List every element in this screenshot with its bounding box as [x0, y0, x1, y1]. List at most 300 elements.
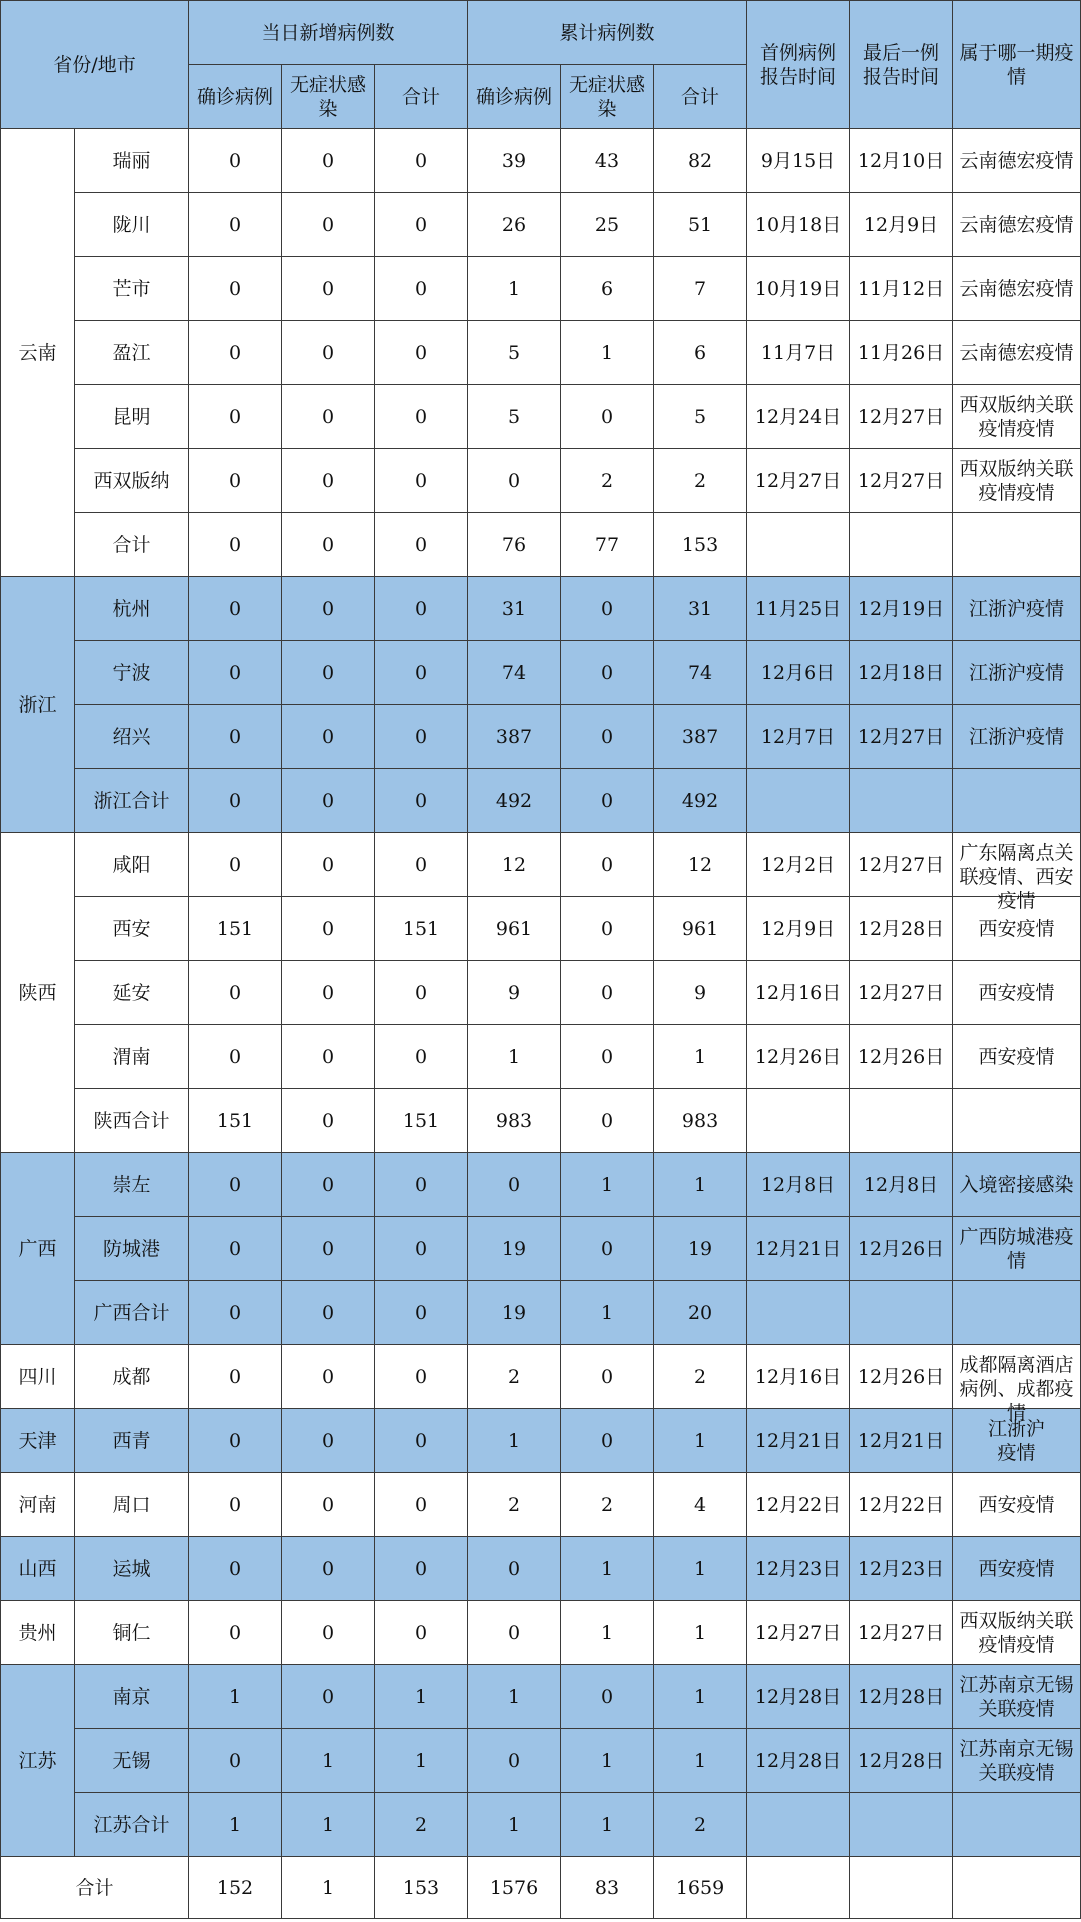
city-cell: 周口 — [75, 1473, 189, 1537]
cum-confirmed-cell: 983 — [468, 1089, 561, 1153]
city-cell: 陇川 — [75, 193, 189, 257]
outbreak-cell — [953, 1281, 1081, 1345]
cum-confirmed-cell: 76 — [468, 513, 561, 577]
header-cum-confirmed: 确诊病例 — [468, 65, 561, 129]
cum-confirmed-cell: 961 — [468, 897, 561, 961]
outbreak-label: 西安疫情 — [978, 917, 1055, 940]
province-cell: 河南 — [1, 1473, 75, 1537]
outbreak-cell — [953, 1217, 1081, 1281]
daily-confirmed-cell: 1 — [189, 1793, 282, 1857]
last-report-cell: 12月21日 — [850, 1409, 953, 1473]
daily-total-cell: 151 — [375, 1089, 468, 1153]
daily-asymptomatic-cell: 0 — [282, 577, 375, 641]
grand-total-value: 152 — [189, 1857, 282, 1919]
cum-total-cell: 153 — [654, 513, 747, 577]
daily-asymptomatic-cell: 0 — [282, 833, 375, 897]
last-report-cell: 12月27日 — [850, 705, 953, 769]
last-report-cell — [850, 1089, 953, 1153]
outbreak-cell — [953, 705, 1081, 769]
daily-asymptomatic-cell: 0 — [282, 1473, 375, 1537]
cum-confirmed-cell: 26 — [468, 193, 561, 257]
first-report-cell: 12月22日 — [747, 1473, 850, 1537]
table-row — [1, 641, 1081, 705]
daily-confirmed-cell: 0 — [189, 1473, 282, 1537]
header-daily-confirmed: 确诊病例 — [189, 65, 282, 129]
table-row — [1, 1473, 1081, 1537]
city-cell: 防城港 — [75, 1217, 189, 1281]
first-report-cell — [747, 769, 850, 833]
cum-asymptomatic-cell: 1 — [561, 1793, 654, 1857]
outbreak-cell — [953, 1793, 1081, 1857]
daily-asymptomatic-cell: 0 — [282, 705, 375, 769]
cum-total-cell: 9 — [654, 961, 747, 1025]
daily-confirmed-cell: 0 — [189, 193, 282, 257]
table-row — [1, 257, 1081, 321]
last-report-cell: 12月27日 — [850, 961, 953, 1025]
cum-confirmed-cell: 5 — [468, 385, 561, 449]
daily-confirmed-cell: 1 — [189, 1665, 282, 1729]
city-cell: 崇左 — [75, 1153, 189, 1217]
outbreak-cell — [953, 1409, 1081, 1473]
first-report-cell: 12月16日 — [747, 961, 850, 1025]
cum-total-cell: 1 — [654, 1537, 747, 1601]
cum-asymptomatic-cell: 0 — [561, 1217, 654, 1281]
city-cell: 合计 — [75, 513, 189, 577]
city-cell: 盈江 — [75, 321, 189, 385]
header-cum-asymptomatic: 无症状感 染 — [561, 65, 654, 129]
grand-total-value: 83 — [561, 1857, 654, 1919]
outbreak-label: 江浙沪疫情 — [969, 661, 1065, 684]
cum-total-cell: 1 — [654, 1601, 747, 1665]
daily-total-cell: 2 — [375, 1793, 468, 1857]
daily-total-cell: 0 — [375, 1537, 468, 1601]
cum-total-cell: 387 — [654, 705, 747, 769]
cum-total-cell: 74 — [654, 641, 747, 705]
cum-total-cell: 7 — [654, 257, 747, 321]
last-report-cell — [850, 1281, 953, 1345]
daily-confirmed-cell: 0 — [189, 577, 282, 641]
cum-asymptomatic-cell: 2 — [561, 449, 654, 513]
outbreak-cell — [953, 1729, 1081, 1793]
daily-confirmed-cell: 0 — [189, 1025, 282, 1089]
daily-asymptomatic-cell: 0 — [282, 385, 375, 449]
city-cell: 西安 — [75, 897, 189, 961]
table-row — [1, 193, 1081, 257]
cum-confirmed-cell: 31 — [468, 577, 561, 641]
last-report-cell — [850, 1793, 953, 1857]
first-report-cell: 11月25日 — [747, 577, 850, 641]
last-report-cell: 12月19日 — [850, 577, 953, 641]
cum-confirmed-cell: 74 — [468, 641, 561, 705]
outbreak-label: 西安疫情 — [978, 1045, 1055, 1068]
header-daily-asymptomatic: 无症状感 染 — [282, 65, 375, 129]
city-cell: 南京 — [75, 1665, 189, 1729]
outbreak-cell — [953, 129, 1081, 193]
city-cell: 咸阳 — [75, 833, 189, 897]
first-report-cell — [747, 1089, 850, 1153]
city-cell: 无锡 — [75, 1729, 189, 1793]
last-report-cell: 12月9日 — [850, 193, 953, 257]
daily-confirmed-cell: 0 — [189, 129, 282, 193]
outbreak-cell — [953, 1345, 1081, 1424]
city-cell: 芒市 — [75, 257, 189, 321]
cum-confirmed-cell: 19 — [468, 1217, 561, 1281]
cum-asymptomatic-cell: 0 — [561, 769, 654, 833]
daily-asymptomatic-cell: 0 — [282, 1409, 375, 1473]
province-cell: 江苏 — [1, 1665, 75, 1857]
first-report-cell: 9月15日 — [747, 129, 850, 193]
table-row — [1, 321, 1081, 385]
table-row — [1, 129, 1081, 193]
table-row — [1, 705, 1081, 769]
first-report-cell: 12月28日 — [747, 1665, 850, 1729]
grand-total-value: 153 — [375, 1857, 468, 1919]
outbreak-cell — [953, 833, 1081, 912]
daily-asymptomatic-cell: 0 — [282, 1345, 375, 1409]
cum-asymptomatic-cell: 1 — [561, 321, 654, 385]
city-cell: 广西合计 — [75, 1281, 189, 1345]
cum-total-cell: 2 — [654, 1345, 747, 1409]
city-cell: 江苏合计 — [75, 1793, 189, 1857]
daily-asymptomatic-cell: 0 — [282, 513, 375, 577]
cum-asymptomatic-cell: 0 — [561, 1089, 654, 1153]
city-cell: 成都 — [75, 1345, 189, 1409]
cum-confirmed-cell: 2 — [468, 1473, 561, 1537]
cum-confirmed-cell: 0 — [468, 1729, 561, 1793]
last-report-cell: 12月27日 — [850, 1601, 953, 1665]
daily-confirmed-cell: 0 — [189, 1601, 282, 1665]
cum-asymptomatic-cell: 1 — [561, 1153, 654, 1217]
header-daily-new: 当日新增病例数 — [189, 1, 468, 65]
cum-total-cell: 492 — [654, 769, 747, 833]
daily-confirmed-cell: 0 — [189, 1281, 282, 1345]
table-row — [1, 1729, 1081, 1793]
table-row — [1, 513, 1081, 577]
outbreak-cell — [953, 385, 1081, 449]
city-cell: 渭南 — [75, 1025, 189, 1089]
daily-total-cell: 0 — [375, 705, 468, 769]
header-first-report: 首例病例 报告时间 — [747, 1, 850, 129]
cum-asymptomatic-cell: 0 — [561, 641, 654, 705]
daily-total-cell: 0 — [375, 193, 468, 257]
outbreak-label: 西双版纳关联疫情疫情 — [959, 1609, 1074, 1656]
cum-total-cell: 20 — [654, 1281, 747, 1345]
outbreak-cell — [953, 193, 1081, 257]
last-report-cell: 12月18日 — [850, 641, 953, 705]
cum-total-cell: 12 — [654, 833, 747, 897]
first-report-cell: 12月21日 — [747, 1217, 850, 1281]
cum-total-cell: 82 — [654, 129, 747, 193]
city-cell: 西双版纳 — [75, 449, 189, 513]
cum-total-cell: 19 — [654, 1217, 747, 1281]
cum-confirmed-cell: 39 — [468, 129, 561, 193]
daily-asymptomatic-cell: 0 — [282, 769, 375, 833]
outbreak-label: 入境密接感染 — [959, 1173, 1074, 1196]
daily-confirmed-cell: 0 — [189, 513, 282, 577]
daily-confirmed-cell: 0 — [189, 1537, 282, 1601]
daily-confirmed-cell: 0 — [189, 1409, 282, 1473]
first-report-cell: 12月27日 — [747, 449, 850, 513]
province-cell: 浙江 — [1, 577, 75, 833]
cum-asymptomatic-cell: 0 — [561, 1345, 654, 1409]
cum-asymptomatic-cell: 1 — [561, 1601, 654, 1665]
daily-total-cell: 0 — [375, 577, 468, 641]
outbreak-label: 广西防城港疫情 — [959, 1225, 1074, 1272]
daily-total-cell: 0 — [375, 1281, 468, 1345]
header-last-report: 最后一例 报告时间 — [850, 1, 953, 129]
first-report-cell: 12月27日 — [747, 1601, 850, 1665]
daily-confirmed-cell: 0 — [189, 257, 282, 321]
table-row — [1, 1665, 1081, 1729]
outbreak-label: 西双版纳关联疫情疫情 — [959, 457, 1074, 504]
daily-asymptomatic-cell: 0 — [282, 897, 375, 961]
header-daily-total: 合计 — [375, 65, 468, 129]
last-report-cell: 12月26日 — [850, 1025, 953, 1089]
daily-confirmed-cell: 0 — [189, 1153, 282, 1217]
daily-confirmed-cell: 0 — [189, 833, 282, 897]
city-cell: 宁波 — [75, 641, 189, 705]
cum-confirmed-cell: 19 — [468, 1281, 561, 1345]
outbreak-label: 云南德宏疫情 — [959, 213, 1074, 236]
cum-asymptomatic-cell: 25 — [561, 193, 654, 257]
last-report-cell: 12月10日 — [850, 129, 953, 193]
daily-total-cell: 0 — [375, 1409, 468, 1473]
last-report-cell: 12月27日 — [850, 833, 953, 897]
first-report-cell: 10月19日 — [747, 257, 850, 321]
first-report-cell: 12月6日 — [747, 641, 850, 705]
outbreak-label: 云南德宏疫情 — [959, 277, 1074, 300]
outbreak-cell — [953, 1665, 1081, 1729]
daily-asymptomatic-cell: 0 — [282, 1089, 375, 1153]
last-report-cell: 11月12日 — [850, 257, 953, 321]
cum-asymptomatic-cell: 0 — [561, 833, 654, 897]
last-report-cell: 12月28日 — [850, 1665, 953, 1729]
city-cell: 西青 — [75, 1409, 189, 1473]
city-cell: 运城 — [75, 1537, 189, 1601]
outbreak-cell — [953, 449, 1081, 513]
table-row — [1, 961, 1081, 1025]
first-report-cell: 10月18日 — [747, 193, 850, 257]
daily-total-cell: 0 — [375, 1025, 468, 1089]
province-cell: 贵州 — [1, 1601, 75, 1665]
daily-total-cell: 0 — [375, 1601, 468, 1665]
daily-total-cell: 1 — [375, 1665, 468, 1729]
table-row — [1, 833, 1081, 897]
daily-total-cell: 0 — [375, 1473, 468, 1537]
outbreak-cell — [953, 1537, 1081, 1601]
city-cell: 陕西合计 — [75, 1089, 189, 1153]
outbreak-label: 西双版纳关联疫情疫情 — [959, 393, 1074, 440]
cum-confirmed-cell: 492 — [468, 769, 561, 833]
province-cell: 山西 — [1, 1537, 75, 1601]
cum-total-cell: 31 — [654, 577, 747, 641]
grand-total-first — [747, 1857, 850, 1919]
daily-asymptomatic-cell: 0 — [282, 129, 375, 193]
table-row — [1, 1537, 1081, 1601]
daily-asymptomatic-cell: 0 — [282, 193, 375, 257]
daily-confirmed-cell: 0 — [189, 961, 282, 1025]
cum-asymptomatic-cell: 0 — [561, 577, 654, 641]
cum-confirmed-cell: 0 — [468, 1153, 561, 1217]
table-row — [1, 769, 1081, 833]
daily-total-cell: 0 — [375, 833, 468, 897]
city-cell: 昆明 — [75, 385, 189, 449]
cum-total-cell: 51 — [654, 193, 747, 257]
daily-total-cell: 0 — [375, 641, 468, 705]
daily-confirmed-cell: 0 — [189, 705, 282, 769]
last-report-cell: 12月27日 — [850, 385, 953, 449]
province-cell: 广西 — [1, 1153, 75, 1345]
province-cell: 天津 — [1, 1409, 75, 1473]
outbreak-label: 江苏南京无锡关联疫情 — [959, 1737, 1074, 1784]
daily-asymptomatic-cell: 1 — [282, 1793, 375, 1857]
table-row — [1, 1153, 1081, 1217]
cum-total-cell: 1 — [654, 1665, 747, 1729]
daily-asymptomatic-cell: 0 — [282, 257, 375, 321]
daily-confirmed-cell: 0 — [189, 449, 282, 513]
outbreak-cell — [953, 1089, 1081, 1153]
daily-asymptomatic-cell: 0 — [282, 1665, 375, 1729]
city-cell: 铜仁 — [75, 1601, 189, 1665]
daily-total-cell: 0 — [375, 385, 468, 449]
outbreak-cell — [953, 641, 1081, 705]
first-report-cell — [747, 1793, 850, 1857]
outbreak-cell — [953, 513, 1081, 577]
daily-confirmed-cell: 151 — [189, 1089, 282, 1153]
daily-confirmed-cell: 0 — [189, 1217, 282, 1281]
header-cumulative: 累计病例数 — [468, 1, 747, 65]
outbreak-cell — [953, 1601, 1081, 1665]
outbreak-label: 西安疫情 — [978, 1557, 1055, 1580]
grand-total-last — [850, 1857, 953, 1919]
cum-asymptomatic-cell: 1 — [561, 1281, 654, 1345]
cum-confirmed-cell: 2 — [468, 1345, 561, 1409]
daily-asymptomatic-cell: 0 — [282, 1217, 375, 1281]
city-cell: 延安 — [75, 961, 189, 1025]
cum-total-cell: 961 — [654, 897, 747, 961]
cum-confirmed-cell: 0 — [468, 1537, 561, 1601]
province-cell: 陕西 — [1, 833, 75, 1153]
daily-total-cell: 0 — [375, 1217, 468, 1281]
first-report-cell: 12月23日 — [747, 1537, 850, 1601]
outbreak-label: 江浙沪 疫情 — [988, 1417, 1046, 1464]
daily-confirmed-cell: 0 — [189, 385, 282, 449]
first-report-cell — [747, 513, 850, 577]
outbreak-cell — [953, 769, 1081, 833]
daily-asymptomatic-cell: 0 — [282, 1153, 375, 1217]
outbreak-cell — [953, 1153, 1081, 1217]
table-body — [1, 129, 1081, 1919]
cum-asymptomatic-cell: 0 — [561, 385, 654, 449]
cum-total-cell: 4 — [654, 1473, 747, 1537]
province-cell: 四川 — [1, 1345, 75, 1409]
outbreak-cell — [953, 577, 1081, 641]
daily-total-cell: 0 — [375, 1153, 468, 1217]
cum-asymptomatic-cell: 0 — [561, 897, 654, 961]
daily-confirmed-cell: 151 — [189, 897, 282, 961]
outbreak-label: 西安疫情 — [978, 1493, 1055, 1516]
last-report-cell: 12月28日 — [850, 897, 953, 961]
first-report-cell: 12月8日 — [747, 1153, 850, 1217]
grand-total-row — [1, 1857, 1081, 1919]
first-report-cell: 12月26日 — [747, 1025, 850, 1089]
cum-asymptomatic-cell: 0 — [561, 1409, 654, 1473]
first-report-cell: 12月7日 — [747, 705, 850, 769]
cum-total-cell: 2 — [654, 449, 747, 513]
grand-total-value: 1 — [282, 1857, 375, 1919]
last-report-cell: 12月27日 — [850, 449, 953, 513]
cum-confirmed-cell: 1 — [468, 1665, 561, 1729]
outbreak-label: 云南德宏疫情 — [959, 149, 1074, 172]
outbreak-cell — [953, 257, 1081, 321]
daily-total-cell: 0 — [375, 961, 468, 1025]
daily-asymptomatic-cell: 0 — [282, 449, 375, 513]
outbreak-cell — [953, 1473, 1081, 1537]
daily-total-cell: 0 — [375, 769, 468, 833]
table-row — [1, 577, 1081, 641]
outbreak-label: 云南德宏疫情 — [959, 341, 1074, 364]
outbreak-cell — [953, 321, 1081, 385]
cum-total-cell: 1 — [654, 1025, 747, 1089]
cum-confirmed-cell: 1 — [468, 257, 561, 321]
cum-confirmed-cell: 0 — [468, 449, 561, 513]
cum-asymptomatic-cell: 6 — [561, 257, 654, 321]
cum-asymptomatic-cell: 0 — [561, 961, 654, 1025]
daily-confirmed-cell: 0 — [189, 1345, 282, 1409]
last-report-cell: 12月28日 — [850, 1729, 953, 1793]
cum-confirmed-cell: 9 — [468, 961, 561, 1025]
table-row — [1, 1217, 1081, 1281]
city-cell: 杭州 — [75, 577, 189, 641]
daily-total-cell: 0 — [375, 449, 468, 513]
cum-total-cell: 6 — [654, 321, 747, 385]
cum-confirmed-cell: 1 — [468, 1793, 561, 1857]
cum-total-cell: 1 — [654, 1409, 747, 1473]
outbreak-cell — [953, 1025, 1081, 1089]
cum-asymptomatic-cell: 0 — [561, 705, 654, 769]
daily-asymptomatic-cell: 0 — [282, 1281, 375, 1345]
cum-confirmed-cell: 12 — [468, 833, 561, 897]
last-report-cell — [850, 513, 953, 577]
header-cum-total: 合计 — [654, 65, 747, 129]
grand-total-value: 1576 — [468, 1857, 561, 1919]
daily-confirmed-cell: 0 — [189, 321, 282, 385]
cum-asymptomatic-cell: 0 — [561, 1025, 654, 1089]
daily-confirmed-cell: 0 — [189, 641, 282, 705]
cum-total-cell: 2 — [654, 1793, 747, 1857]
cum-asymptomatic-cell: 2 — [561, 1473, 654, 1537]
first-report-cell: 12月16日 — [747, 1345, 850, 1409]
table-row — [1, 449, 1081, 513]
first-report-cell: 12月21日 — [747, 1409, 850, 1473]
table-row — [1, 1601, 1081, 1665]
province-cell: 云南 — [1, 129, 75, 577]
header-outbreak: 属于哪一期疫 情 — [953, 1, 1081, 129]
daily-asymptomatic-cell: 0 — [282, 641, 375, 705]
last-report-cell: 12月22日 — [850, 1473, 953, 1537]
last-report-cell: 11月26日 — [850, 321, 953, 385]
last-report-cell: 12月23日 — [850, 1537, 953, 1601]
cum-asymptomatic-cell: 0 — [561, 1665, 654, 1729]
cum-asymptomatic-cell: 77 — [561, 513, 654, 577]
first-report-cell: 11月7日 — [747, 321, 850, 385]
first-report-cell: 12月28日 — [747, 1729, 850, 1793]
daily-confirmed-cell: 0 — [189, 1729, 282, 1793]
outbreak-label: 江苏南京无锡关联疫情 — [959, 1673, 1074, 1720]
cum-total-cell: 5 — [654, 385, 747, 449]
cum-confirmed-cell: 1 — [468, 1025, 561, 1089]
first-report-cell: 12月9日 — [747, 897, 850, 961]
